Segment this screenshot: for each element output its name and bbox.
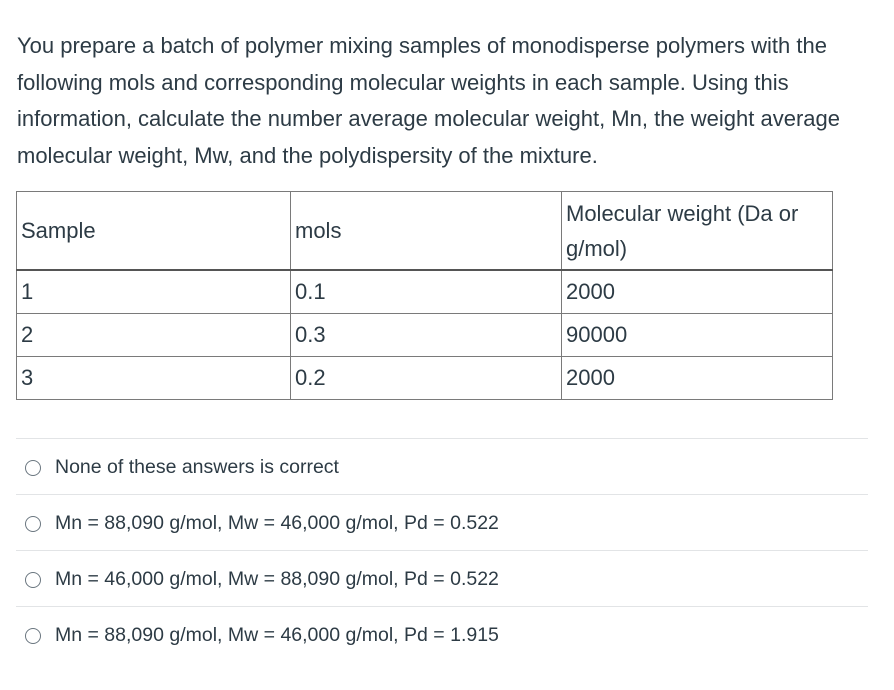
answer-list [16, 438, 868, 662]
cell-molecular-weight: 2000 [562, 357, 833, 400]
table-row [17, 314, 833, 357]
header-sample: Sample [17, 192, 291, 271]
question-text: You prepare a batch of polymer mixing samples of monodisperse polymers with the following mols and corresponding molecular weights in each sample. Using this information, calculate the number average molecular weight, Mn, the weight average molecular weight, Mw, and the polydispersity of the mixture. [17, 33, 841, 168]
cell-mols: 0.3 [291, 314, 562, 357]
answer-label[interactable]: Mn = 46,000 g/mol, Mw = 88,090 g/mol, Pd = 0.522 [55, 568, 499, 590]
answer-option-2[interactable] [16, 494, 868, 550]
radio-button[interactable] [25, 516, 41, 532]
cell-mols: 0.1 [291, 270, 562, 314]
header-mols: mols [291, 192, 562, 271]
table-row [17, 357, 833, 400]
cell-sample: 3 [17, 357, 291, 400]
radio-button[interactable] [25, 572, 41, 588]
cell-sample: 1 [17, 270, 291, 314]
data-table [16, 191, 833, 400]
answer-option-3[interactable] [16, 550, 868, 606]
answer-label[interactable]: Mn = 88,090 g/mol, Mw = 46,000 g/mol, Pd = 1.915 [55, 624, 499, 646]
cell-sample: 2 [17, 314, 291, 357]
radio-button[interactable] [25, 460, 41, 476]
table-row [17, 270, 833, 314]
header-molecular-weight: Molecular weight (Da or g/mol) [562, 192, 833, 271]
cell-mols: 0.2 [291, 357, 562, 400]
answer-label[interactable]: None of these answers is correct [55, 456, 339, 478]
cell-molecular-weight: 90000 [562, 314, 833, 357]
cell-molecular-weight: 2000 [562, 270, 833, 314]
table-header-row [17, 192, 833, 271]
answer-label[interactable]: Mn = 88,090 g/mol, Mw = 46,000 g/mol, Pd = 0.522 [55, 512, 499, 534]
radio-button[interactable] [25, 628, 41, 644]
answer-option-1[interactable] [16, 438, 868, 494]
answer-option-4[interactable] [16, 606, 868, 662]
